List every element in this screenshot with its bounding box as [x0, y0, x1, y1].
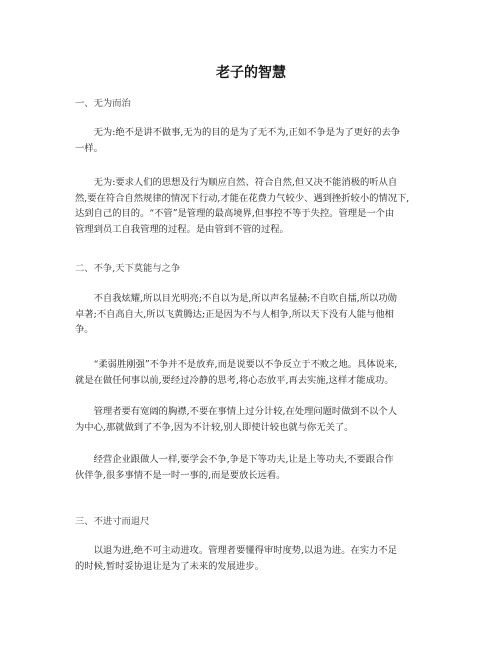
- text-line: “柔弱胜刚强”不争并不是放弃,而是说要以不争反立于不败之地。具体说来,: [75, 359, 398, 370]
- paragraph: [75, 543, 435, 574]
- paragraph: [75, 125, 435, 156]
- text-line: 伙伴争,很多事情不是一时一事的,而是要放长远看。: [75, 469, 286, 481]
- text-line: 然,要在符合自然规律的情况下行动,才能在花费力气较少、遇到挫折较小的情况下,: [75, 192, 410, 204]
- text-line: 的时候,暂时妥协退让是为了未来的发展进步。: [75, 560, 264, 572]
- text-line: 为中心,那就做到了不争,因为不计较,别人即使计较也就与你无关了。: [75, 421, 354, 433]
- text-line: 卓著;不自高自大,所以飞黄腾达;正是因为不与人相争,所以天下没有人能与他相: [75, 308, 394, 320]
- section-heading: 二、不争,天下莫能与之争: [75, 263, 181, 274]
- text-line: 无为:要求人们的思想及行为顺应自然、符合自然,但又决不能消极的听从自: [75, 177, 398, 188]
- paragraph: [75, 452, 435, 483]
- text-line: 经营企业跟做人一样,要学会不争,争是下等功夫,让是上等功夫,不要跟合作: [75, 454, 394, 465]
- text-line: 以退为进,绝不可主动进攻。管理者要懂得审时度势,以退为进。在实力不足: [75, 545, 398, 556]
- text-line: 管理者要有宽阔的胸襟,不要在事情上过分计较,在处理问题时做到不以个人: [75, 406, 398, 417]
- text-line: 一样。: [75, 142, 103, 154]
- text-line: 达到自己的目的。“不管”是管理的最高境界,但事控不等于失控。管理是一个由: [75, 208, 395, 219]
- paragraph: [75, 357, 435, 388]
- paragraph: [75, 291, 435, 338]
- paragraph: [75, 404, 435, 435]
- section-heading: 三、不进寸而退尺: [75, 516, 150, 527]
- text-line: 就是在做任何事以前,要经过冷静的思考,将心态放平,再去实施,这样才能成功。: [75, 374, 394, 386]
- text-line: 管理到员工自我管理的过程。是由管到不管的过程。: [75, 223, 289, 235]
- paragraph: [75, 175, 435, 237]
- section-heading: 一、无为而治: [75, 98, 131, 109]
- text-line: 不自我炫耀,所以目光明亮;不自以为是,所以声名显赫;不自吹自擂,所以功勋: [75, 293, 397, 304]
- text-line: 无为:绝不是讲不做事,无为的目的是为了无不为,正如不争是为了更好的去争: [75, 127, 401, 138]
- document-title: 老子的智慧: [216, 65, 286, 81]
- text-line: 争。: [75, 324, 94, 335]
